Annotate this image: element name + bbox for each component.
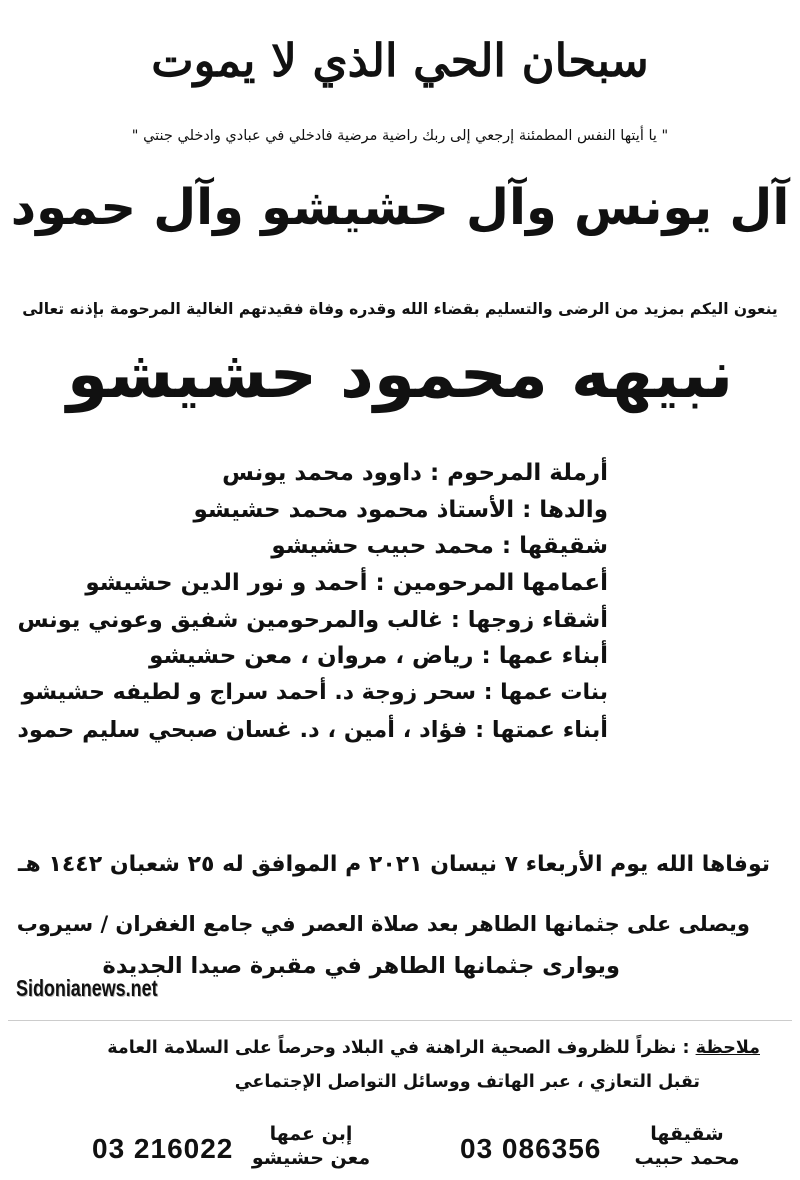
families-title: آل يونس وآل حشيشو وآل حمود (10, 178, 790, 236)
announcement-text: ينعون اليكم بمزيد من الرضى والتسليم بقضاء الله وقدره وفاة فقيدتهم الغالية المرحومة بإذنه تعالى (22, 300, 778, 318)
section-divider (8, 1020, 792, 1021)
death-date: توفاها الله يوم الأربعاء ٧ نيسان ٢٠٢١ م الموافق له ٢٥ شعبان ١٤٤٢ هـ (18, 852, 770, 877)
relative-line: والدها : الأستاذ محمود محمد حشيشو (193, 496, 608, 523)
contact-phone[interactable]: 03 086356 (460, 1133, 602, 1164)
contact-phone[interactable]: 03 216022 (92, 1133, 234, 1164)
relatives-list (18, 455, 608, 749)
quran-verse: " يا أيتها النفس المطمئنة إرجعي إلى ربك راضية مرضية فادخلي في عبادي وادخلي جنتي " (131, 128, 669, 144)
note-label: ملاحظة (695, 1038, 760, 1058)
contact-name: معن حشيشو (251, 1147, 371, 1169)
note-text: : نظراً للظروف الصحية الراهنة في البلاد وحرصاً على السلامة العامة (107, 1038, 690, 1058)
funeral-prayer-info: ويصلى على جثمانها الطاهر بعد صلاة العصر في جامع الغفران / سيروب (16, 912, 750, 936)
contact-cousin (236, 1122, 386, 1170)
calligraphy-header: سبحان الحي الذي لا يموت (151, 34, 649, 87)
relative-line: أرملة المرحوم : داوود محمد يونس (222, 460, 608, 486)
relative-line: شقيقها : محمد حبيب حشيشو (271, 533, 608, 560)
relative-line: أبناء عمها : رياض ، مروان ، معن حشيشو (149, 643, 608, 670)
contact-relation: شقيقها (650, 1123, 724, 1145)
burial-info: ويوارى جثمانها الطاهر في مقبرة صيدا الجديدة (102, 953, 620, 979)
relative-line: أعمامها المرحومين : أحمد و نور الدين حشيشو (85, 570, 608, 597)
note-line (10, 1038, 760, 1058)
website-watermark: Sidonianews.net (16, 975, 158, 1001)
contact-brother (612, 1122, 762, 1170)
note-condolence-text: تقبل التعازي ، عبر الهاتف ووسائل التواصل الإجتماعي (234, 1072, 700, 1092)
deceased-name: نبيهه محمود حشيشو (66, 336, 734, 413)
relative-line: أشقاء زوجها : غالب والمرحومين شفيق وعوني يونس (17, 606, 608, 633)
contact-relation: إبن عمها (269, 1123, 353, 1145)
contact-name: محمد حبيب (634, 1147, 740, 1169)
relative-line: بنات عمها : سحر زوجة د. أحمد سراج و لطيفه حشيشو (21, 680, 608, 706)
relative-line: أبناء عمتها : فؤاد ، أمين ، د. غسان صبحي سليم حمود (17, 716, 608, 743)
